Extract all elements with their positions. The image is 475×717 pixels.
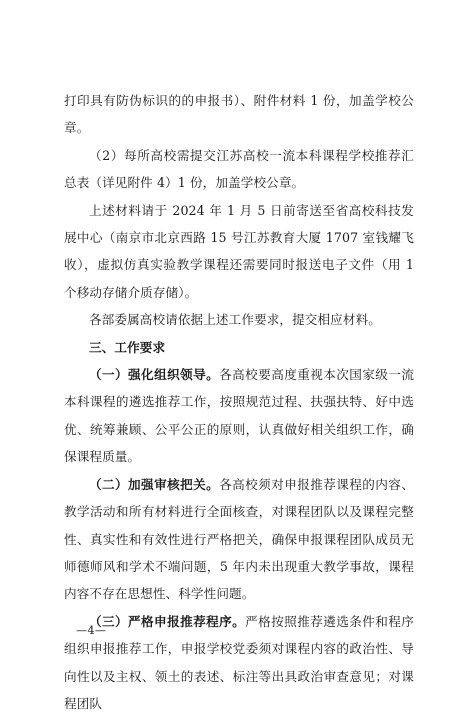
page-number: —4— — [76, 624, 107, 637]
requirement-3 — [64, 608, 414, 717]
requirement-1-text: 各高校要高度重视本次国家级一流本科课程的遴选推荐工作，按照规范过程、扶强扶特、好中选优、统筹兼顾、公平公正的原则，认真做好相关组织工作，确保课程质量。 — [64, 367, 415, 465]
section-heading-text: 三、工作要求 — [89, 339, 166, 355]
paragraph-3-text: 上述材料请于 2024 年 1 月 5 日前寄送至省高校科技发展中心（南京市北京西路 15 号江苏教育大厦 1707 室钱耀飞收），虚拟仿真实验教学课程还需要同时报送电子文件（用 1 个移动存储介质存储）。 — [64, 202, 414, 300]
requirement-3-lead: （三）严格申报推荐程序。 — [89, 613, 246, 629]
requirement-3-text: 严格按照推荐遴选条件和程序组织申报推荐工作，申报学校党委须对课程内容的政治性、导向性以及主权、领土的表述、标注等出具政治审查意见；对课程团队 — [64, 613, 414, 711]
paragraph-2-text: （2）每所高校需提交江苏高校一流本科课程学校推荐汇总表（详见附件 4）1 份，加盖学校公章。 — [64, 147, 414, 191]
requirement-2-text: 各高校须对申报推荐课程的内容、教学活动和所有材料进行全面核查，对课程团队以及课程完整性、真实性和有效性进行严格把关，确保申报课程团队成员无师德师风和学术不端问题，5 年内未出现重大教学事故，课程内容不存在思想性、科学性问题。 — [64, 476, 415, 602]
requirement-1 — [64, 361, 414, 471]
requirement-2 — [64, 471, 414, 608]
document-body — [64, 87, 414, 717]
paragraph-1-text: 打印具有防伪标识的的申报书）、附件材料 1 份，加盖学校公章。 — [64, 93, 414, 136]
paragraph-3 — [64, 197, 414, 307]
requirement-2-lead: （二）加强审核把关。 — [89, 476, 220, 492]
paragraph-2 — [64, 142, 414, 197]
paragraph-1 — [64, 87, 414, 142]
paragraph-4 — [64, 306, 414, 333]
section-heading-work-requirements — [64, 334, 414, 361]
paragraph-4-text: 各部委属高校请依据上述工作要求，提交相应材料。 — [89, 312, 381, 328]
requirement-1-lead: （一）强化组织领导。 — [89, 367, 220, 383]
